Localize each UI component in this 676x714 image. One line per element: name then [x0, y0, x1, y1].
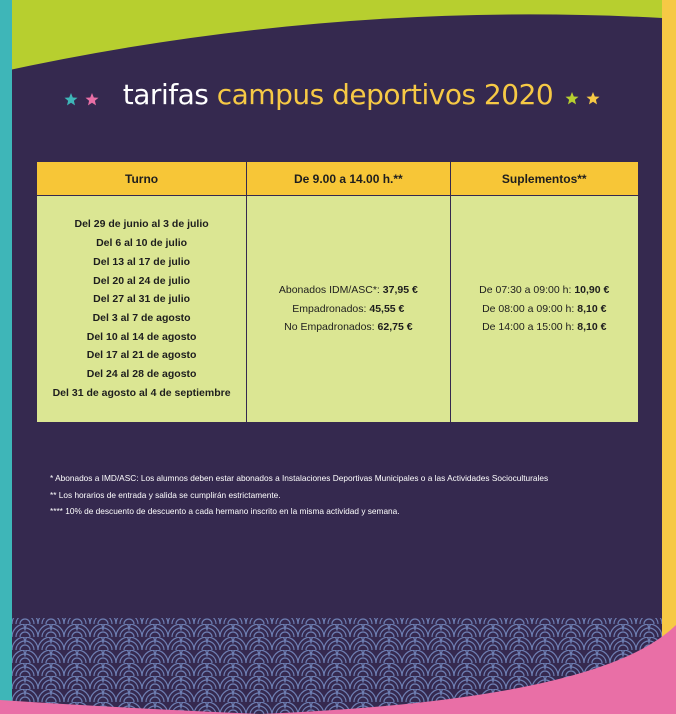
title-tarifas: tarifas: [122, 78, 209, 111]
footnotes: [50, 470, 548, 520]
turno-item: Del 13 al 17 de julio: [93, 255, 191, 268]
title-campus: campus deportivos 2020: [216, 78, 554, 111]
turno-item: Del 6 al 10 de julio: [96, 237, 188, 250]
supplement-value: 8,10 €: [577, 321, 607, 334]
footnote: ** Los horarios de entrada y salida se cumplirán estrictamente.: [50, 489, 281, 500]
header-horario: De 9.00 a 14.00 h.**: [247, 162, 450, 196]
header-turno: Turno: [37, 162, 247, 196]
price-label: No Empadronados:: [284, 321, 375, 334]
footnote: * Abonados a IMD/ASC: Los alumnos deben estar abonados a Instalaciones Deportivas Municipales o a las Actividades Socioculturales: [50, 473, 549, 483]
turno-item: Del 3 al 7 de agosto: [92, 312, 191, 324]
turno-item: Del 24 al 28 de agosto: [86, 368, 197, 381]
supplement-label: De 14:00 a 15:00 h:: [482, 321, 575, 334]
turno-item: Del 10 al 14 de agosto: [86, 330, 197, 343]
supplement-cell: [450, 196, 638, 423]
turno-list: [37, 215, 246, 402]
supplement-line: [451, 281, 638, 300]
price-label: Abonados IDM/ASC*:: [278, 283, 380, 296]
price-value: 37,95 €: [382, 283, 418, 296]
rates-table: [36, 161, 639, 423]
supplement-label: De 08:00 a 09:00 h:: [482, 302, 575, 315]
turno-item: Del 20 al 24 de julio: [93, 274, 191, 287]
supplement-label: De 07:30 a 09:00 h:: [479, 283, 572, 296]
turno-item: Del 29 de junio al 3 de julio: [74, 218, 209, 231]
price-line: [247, 300, 449, 319]
supplement-value: 10,90 €: [574, 283, 610, 296]
supplement-line: [451, 300, 638, 319]
table-row: [37, 196, 639, 423]
footnote: **** 10% de descuento de descuento a cada hermano inscrito en la misma actividad y semana.: [50, 506, 400, 516]
turno-item: Del 17 al 21 de agosto: [86, 349, 197, 362]
price-value: 45,55 €: [369, 302, 405, 315]
table-header-row: [37, 162, 639, 196]
price-line: [247, 281, 449, 300]
stars-right-icon: [565, 91, 605, 107]
turno-item: Del 27 al 31 de julio: [93, 293, 191, 306]
supplement-line: [451, 318, 638, 337]
price-label: Empadronados:: [292, 302, 367, 315]
turno-cell: [37, 196, 247, 423]
price-value: 62,75 €: [377, 321, 413, 334]
turno-item: Del 31 de agosto al 4 de septiembre: [52, 386, 231, 399]
price-line: [247, 318, 449, 337]
header-suplementos: Suplementos**: [450, 162, 638, 196]
price-cell: [247, 196, 450, 423]
supplement-value: 8,10 €: [577, 302, 607, 315]
